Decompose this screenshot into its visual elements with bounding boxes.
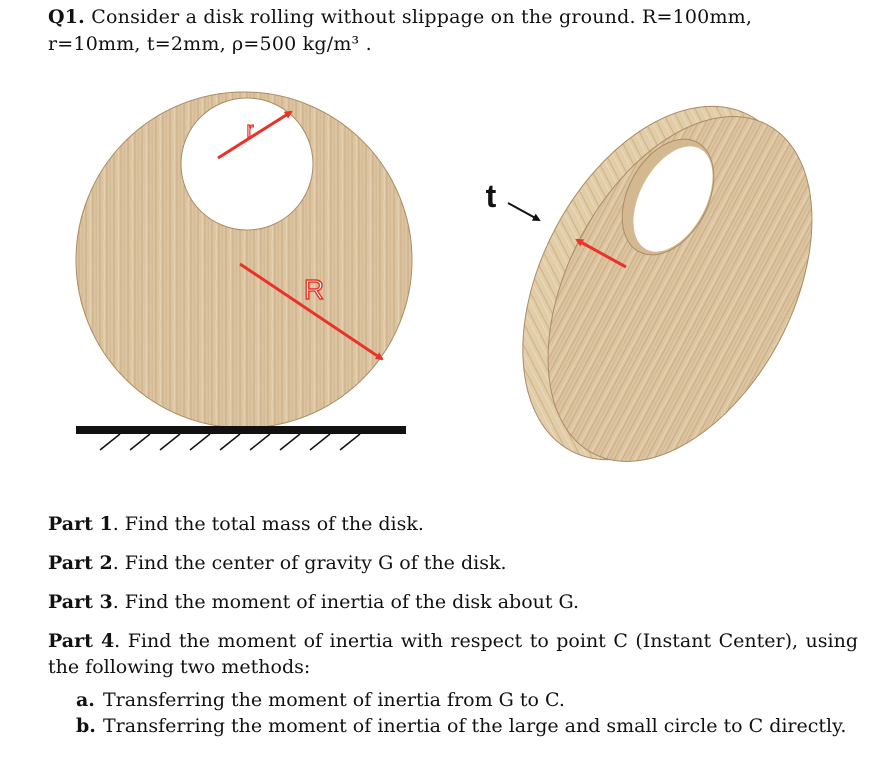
part-4-label: Part 4 — [48, 630, 115, 652]
radius-r-label: r — [246, 117, 254, 142]
perspective-disk — [467, 78, 867, 498]
part-3-label: Part 3 — [48, 591, 113, 613]
method-b-text: Transferring the moment of inertia of the large and small circle to C directly. — [103, 715, 847, 737]
ground — [76, 426, 406, 450]
method-list — [76, 687, 858, 739]
method-a — [76, 687, 858, 713]
thickness-pointer — [508, 203, 539, 220]
part-2-text: . Find the center of gravity G of the disk. — [112, 552, 507, 574]
part-3 — [48, 589, 858, 615]
method-a-label: a. — [76, 689, 95, 711]
method-b — [76, 713, 858, 739]
question-number: Q1. — [48, 6, 85, 28]
part-4 — [48, 628, 858, 680]
method-b-label: b. — [76, 715, 96, 737]
part-1-label: Part 1 — [48, 513, 113, 535]
method-a-text: Transferring the moment of inertia from G to C. — [103, 689, 565, 711]
ground-hatch — [100, 434, 360, 450]
disk-figure — [0, 78, 888, 498]
front-disk — [76, 92, 412, 428]
radius-R-label: R — [303, 274, 325, 305]
part-1 — [48, 511, 858, 537]
question-text-line2: r=10mm, t=2mm, ρ=500 kg/m³ . — [48, 33, 372, 55]
ground-line — [76, 426, 406, 434]
part-2-label: Part 2 — [48, 552, 113, 574]
part-4-text: . Find the moment of inertia with respect to point C (Instant Center), using the following two methods: — [48, 630, 858, 678]
question-statement — [48, 4, 858, 58]
thickness-label: t — [485, 178, 497, 214]
parts-list — [48, 511, 858, 739]
question-text-line1: Consider a disk rolling without slippage on the ground. R=100mm, — [91, 6, 753, 28]
part-2 — [48, 550, 858, 576]
part-3-text: . Find the moment of inertia of the disk about G. — [112, 591, 580, 613]
part-1-text: . Find the total mass of the disk. — [112, 513, 424, 535]
